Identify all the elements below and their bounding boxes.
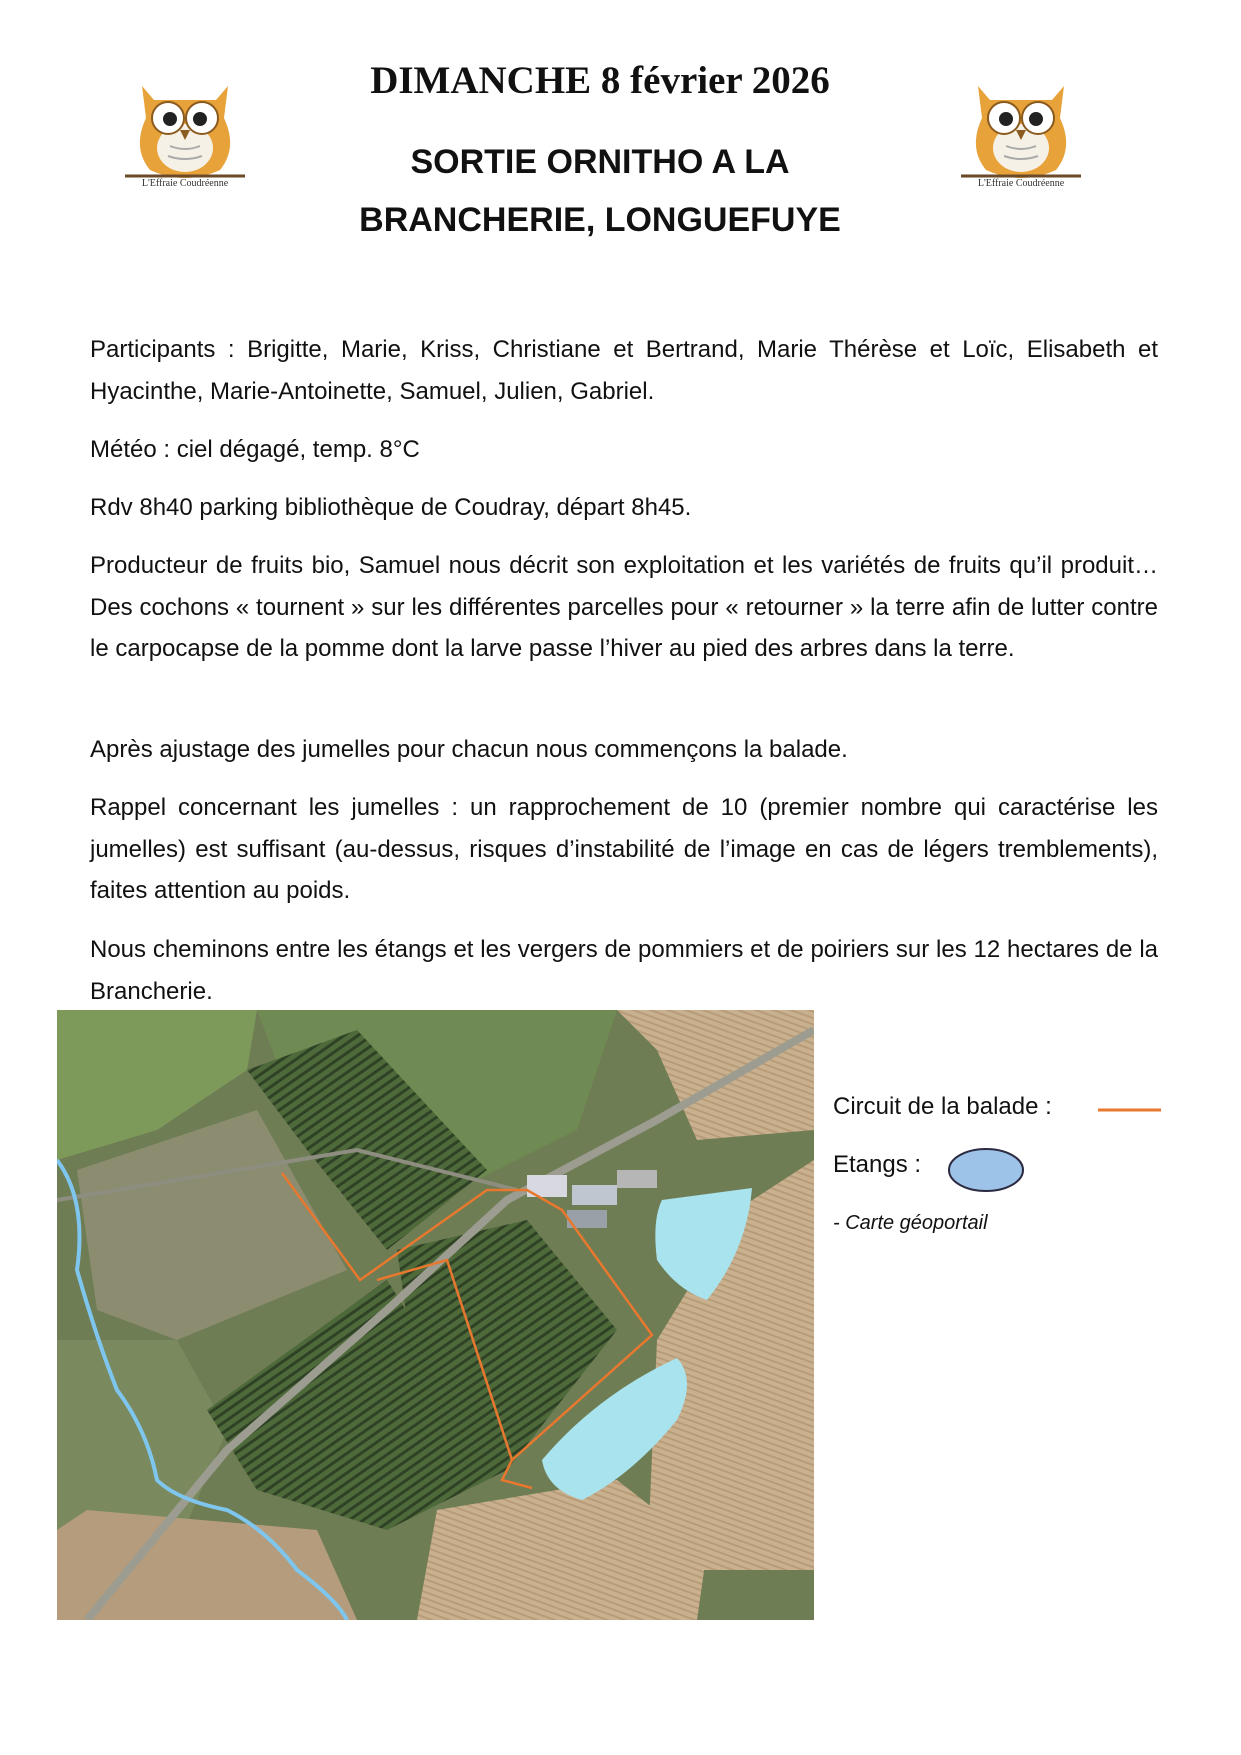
page-date-title: DIMANCHE 8 février 2026 xyxy=(370,59,830,102)
meteo-paragraph: Météo : ciel dégagé, temp. 8°C xyxy=(90,436,420,463)
participants-paragraph: Participants : Brigitte, Marie, Kriss, Christiane et Bertrand, Marie Thérèse et Loïc, Elisabeth et Hyacinthe, Marie-Antoinette, Samuel, Julien, Gabriel. xyxy=(90,336,1158,405)
logo-caption: L'Effraie Coudréenne xyxy=(141,178,229,189)
legend-etang-swatch xyxy=(946,1145,1026,1195)
aerial-map xyxy=(57,1010,814,1620)
producteur-paragraph: Producteur de fruits bio, Samuel nous décrit son exploitation et les variétés de fruits qu’il produit… Des cochons « tournent » sur les différentes parcelles pour « retourner » la terre afin de lutter contre le carpocapse de la pomme dont la larve passe l’hiver au pied des arbres dans la terre. xyxy=(90,552,1158,662)
logo-left xyxy=(120,78,250,198)
legend-circuit-label: Circuit de la balade : xyxy=(833,1093,1052,1120)
rdv-paragraph: Rdv 8h40 parking bibliothèque de Coudray, départ 8h45. xyxy=(90,494,692,521)
logo-right xyxy=(956,78,1086,198)
legend-etangs-label: Etangs : xyxy=(833,1151,922,1178)
ajustage-paragraph: Après ajustage des jumelles pour chacun nous commençons la balade. xyxy=(90,736,848,763)
legend-circuit-swatch xyxy=(1098,1100,1161,1120)
owl-icon xyxy=(120,78,250,183)
page-title-line2: BRANCHERIE, LONGUEFUYE xyxy=(359,201,841,239)
rappel-paragraph: Rappel concernant les jumelles : un rapprochement de 10 (premier nombre qui caractérise les jumelles) est suffisant (au-dessus, risques d’instabilité de l’image en cas de légers tremblements), faites attention au poids. xyxy=(90,794,1158,904)
map-source-caption: - Carte géoportail xyxy=(833,1212,988,1234)
owl-icon xyxy=(956,78,1086,183)
cheminons-paragraph: Nous cheminons entre les étangs et les vergers de pommiers et de poiriers sur les 12 hectares de la Brancherie. xyxy=(90,936,1158,1005)
logo-caption: L'Effraie Coudréenne xyxy=(977,178,1065,189)
page-title-line1: SORTIE ORNITHO A LA xyxy=(410,143,790,181)
